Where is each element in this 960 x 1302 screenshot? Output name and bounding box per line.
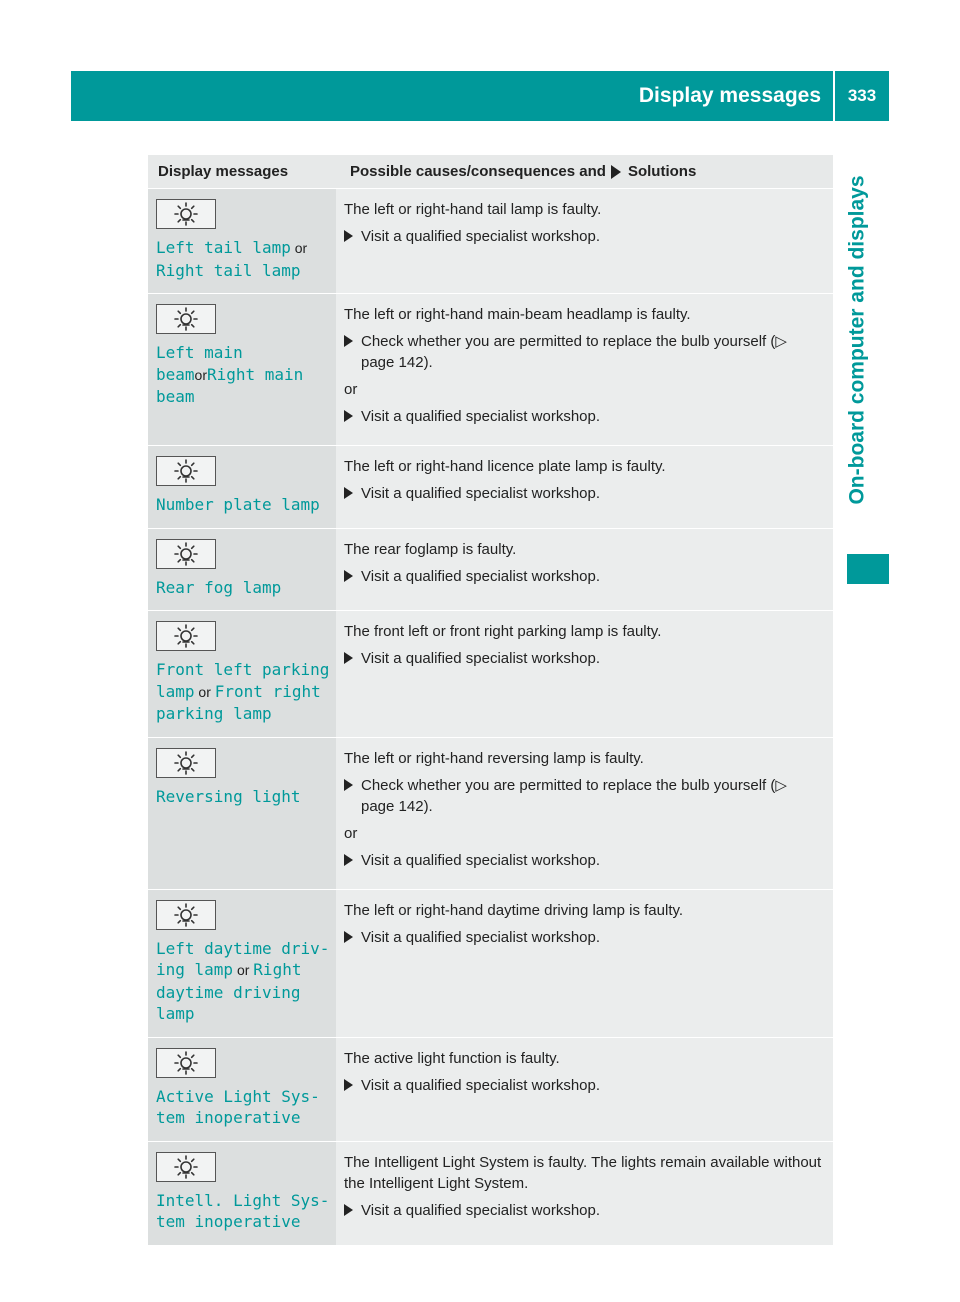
action-step bbox=[344, 775, 823, 817]
lamp-fault-icon-box bbox=[156, 199, 216, 229]
lamp-fault-icon-box bbox=[156, 621, 216, 651]
section-tab-marker bbox=[847, 554, 889, 584]
lamp-fault-icon-box bbox=[156, 900, 216, 930]
cause-text: The left or right-hand tail lamp is faulty. bbox=[344, 201, 602, 218]
display-message-text bbox=[156, 659, 336, 725]
message-cell bbox=[148, 611, 336, 737]
cause-text: The active light function is faulty. bbox=[344, 1049, 560, 1067]
message-part: Reversing light bbox=[156, 786, 301, 806]
message-cell bbox=[148, 294, 336, 445]
section-side-label bbox=[843, 130, 873, 550]
solution-cell bbox=[336, 1142, 833, 1245]
step-arrow-icon bbox=[344, 779, 353, 791]
table-row bbox=[148, 445, 833, 528]
step-text: Visit a qualified specialist workshop. bbox=[361, 567, 601, 585]
cause-text: The front left or front right parking lamp is faulty. bbox=[344, 623, 662, 640]
step-arrow-icon bbox=[344, 931, 353, 943]
lamp-fault-icon-box bbox=[156, 539, 216, 569]
message-cell bbox=[148, 529, 336, 611]
cause-text: The left or right-hand main-beam headlamp is faulty. bbox=[344, 306, 691, 323]
action-step bbox=[344, 406, 823, 427]
message-part: Front right parking lamp bbox=[156, 681, 321, 723]
message-part: Active Light Sys‑ tem inoperative bbox=[156, 1086, 320, 1127]
action-step bbox=[344, 331, 823, 373]
lamp-fault-icon bbox=[173, 1154, 199, 1180]
action-step bbox=[344, 648, 823, 669]
table-row bbox=[148, 528, 833, 611]
header-title: Display messages bbox=[638, 84, 821, 107]
step-text: Visit a qualified specialist workshop. bbox=[361, 928, 601, 946]
cause-text: The left or right-hand daytime driving lamp is faulty. bbox=[344, 901, 684, 919]
message-part: Intell. Light Sys‑ tem inoperative bbox=[156, 1190, 330, 1231]
page-number: 333 bbox=[847, 86, 877, 105]
display-message-text bbox=[156, 342, 336, 408]
step-arrow-icon bbox=[344, 1204, 353, 1216]
step-text: Visit a qualified specialist workshop. bbox=[361, 485, 601, 502]
solution-cell bbox=[336, 611, 833, 737]
cause-text: The left or right-hand licence plate lamp is faulty. bbox=[344, 458, 666, 475]
table-row bbox=[148, 1141, 833, 1245]
lamp-fault-icon-box bbox=[156, 748, 216, 778]
lamp-fault-icon-box bbox=[156, 456, 216, 486]
step-arrow-icon bbox=[344, 570, 353, 582]
lamp-fault-icon bbox=[173, 201, 199, 227]
table-row bbox=[148, 188, 833, 293]
message-cell bbox=[148, 890, 336, 1037]
step-text: Check whether you are permitted to replace the bulb yourself (▷ page 142). bbox=[361, 776, 787, 815]
table-row bbox=[148, 889, 833, 1037]
message-part: Front left parking lamp bbox=[156, 660, 330, 701]
display-messages-table bbox=[148, 155, 833, 1245]
table-row bbox=[148, 610, 833, 737]
message-cell bbox=[148, 189, 336, 293]
lamp-fault-icon bbox=[173, 1050, 199, 1076]
step-text: Check whether you are permitted to replace the bulb yourself (▷ page 142). bbox=[361, 333, 787, 371]
or-connector: or bbox=[290, 240, 308, 256]
column-header-prefix: Possible causes/consequences and bbox=[350, 163, 606, 180]
lamp-fault-icon bbox=[173, 458, 199, 484]
step-text: Visit a qualified specialist workshop. bbox=[361, 650, 601, 667]
action-step bbox=[344, 566, 823, 587]
solution-cell bbox=[336, 1038, 833, 1141]
display-message-text bbox=[156, 938, 336, 1025]
step-text: Visit a qualified specialist workshop. bbox=[361, 1201, 601, 1219]
action-step bbox=[344, 850, 823, 871]
message-part: Right tail lamp bbox=[156, 260, 301, 280]
section-side-text: On-board computer and displays bbox=[846, 175, 869, 505]
solution-cell bbox=[336, 529, 833, 611]
table-body bbox=[148, 188, 833, 1245]
message-cell bbox=[148, 1142, 336, 1245]
action-step bbox=[344, 483, 823, 504]
step-arrow-icon bbox=[344, 335, 353, 347]
arrow-right-icon bbox=[611, 165, 621, 179]
action-step bbox=[344, 226, 823, 247]
display-message-text bbox=[156, 237, 336, 281]
step-arrow-icon bbox=[344, 652, 353, 664]
message-cell bbox=[148, 738, 336, 889]
cause-text: or bbox=[344, 824, 358, 842]
table-row bbox=[148, 1037, 833, 1141]
page-header bbox=[71, 71, 889, 121]
table-row bbox=[148, 737, 833, 889]
message-part: Number plate lamp bbox=[156, 495, 320, 514]
solution-cell bbox=[336, 294, 833, 445]
cause-text: The Intelligent Light System is faulty. The lights remain available without the Intelligent Light System. bbox=[344, 1153, 822, 1192]
message-cell bbox=[148, 446, 336, 528]
lamp-fault-icon bbox=[173, 306, 199, 332]
message-part: Right daytime driving lamp bbox=[156, 960, 302, 1023]
lamp-fault-icon-box bbox=[156, 1152, 216, 1182]
solution-cell bbox=[336, 890, 833, 1037]
step-text: Visit a qualified specialist workshop. bbox=[361, 228, 601, 245]
cause-text: or bbox=[344, 381, 358, 398]
action-step bbox=[344, 927, 823, 948]
display-message-text bbox=[156, 494, 336, 516]
lamp-fault-icon-box bbox=[156, 1048, 216, 1078]
table-header bbox=[148, 155, 833, 188]
column-header-messages: Display messages bbox=[158, 163, 289, 180]
step-arrow-icon bbox=[344, 1079, 353, 1091]
message-part: Left tail lamp bbox=[156, 238, 291, 257]
display-message-text bbox=[156, 1086, 336, 1129]
message-part: Rear fog lamp bbox=[156, 577, 282, 597]
cause-text: The left or right-hand reversing lamp is faulty. bbox=[344, 749, 644, 767]
step-text: Visit a qualified specialist workshop. bbox=[361, 1076, 601, 1094]
or-connector: or bbox=[233, 962, 254, 978]
lamp-fault-icon bbox=[173, 623, 199, 649]
lamp-fault-icon-box bbox=[156, 304, 216, 334]
lamp-fault-icon bbox=[173, 541, 199, 567]
solution-cell bbox=[336, 738, 833, 889]
display-message-text bbox=[156, 577, 336, 599]
step-arrow-icon bbox=[344, 487, 353, 499]
message-cell bbox=[148, 1038, 336, 1141]
message-part: Right main beam bbox=[156, 364, 304, 406]
message-part: Left daytime driv‑ ing lamp bbox=[156, 938, 330, 979]
display-message-text bbox=[156, 786, 336, 808]
message-part: Left main beam bbox=[156, 343, 243, 384]
table-row bbox=[148, 293, 833, 445]
solution-cell bbox=[336, 189, 833, 293]
or-connector: or bbox=[194, 366, 207, 383]
cause-text: The rear foglamp is faulty. bbox=[344, 540, 517, 558]
display-message-text bbox=[156, 1190, 336, 1233]
step-text: Visit a qualified specialist workshop. bbox=[361, 851, 601, 869]
solution-cell bbox=[336, 446, 833, 528]
step-arrow-icon bbox=[344, 854, 353, 866]
column-header-solutions bbox=[338, 163, 833, 180]
or-connector: or bbox=[194, 683, 215, 700]
column-header-suffix: Solutions bbox=[627, 163, 697, 180]
lamp-fault-icon bbox=[173, 750, 199, 776]
step-arrow-icon bbox=[344, 410, 353, 422]
lamp-fault-icon bbox=[173, 902, 199, 928]
step-text: Visit a qualified specialist workshop. bbox=[361, 408, 601, 425]
action-step bbox=[344, 1075, 823, 1096]
step-arrow-icon bbox=[344, 230, 353, 242]
action-step bbox=[344, 1200, 823, 1221]
